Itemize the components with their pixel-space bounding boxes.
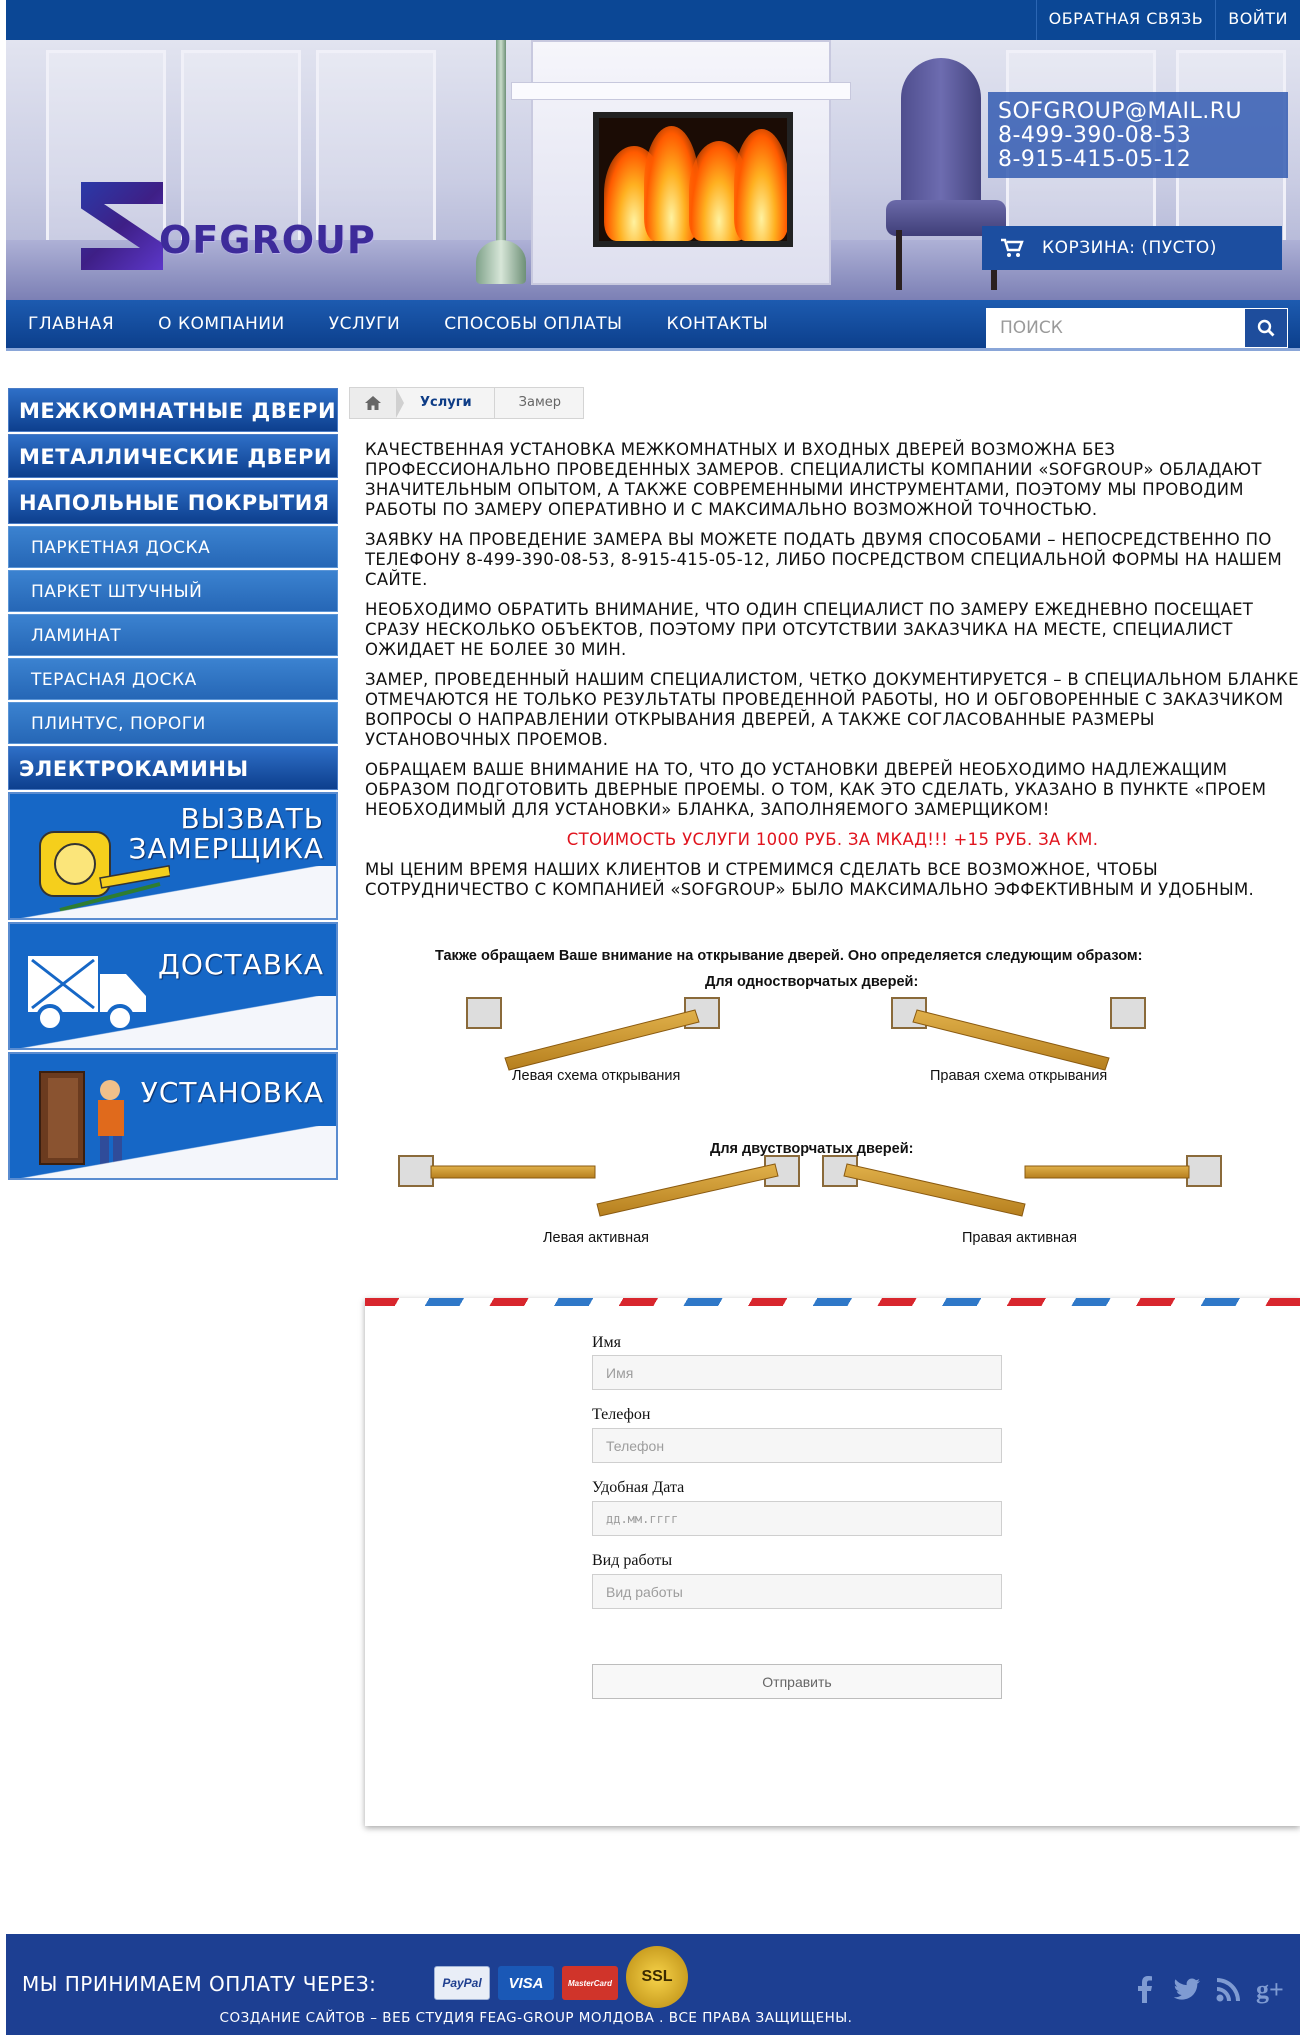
armchair — [901, 58, 981, 208]
banner-installation[interactable] — [8, 1052, 338, 1180]
twitter-icon[interactable] — [1172, 1974, 1202, 2004]
nav-about[interactable]: О КОМПАНИИ — [158, 314, 285, 334]
double-right-label: Правая активная — [962, 1230, 1077, 1246]
sidebar-category-electric-fireplaces[interactable]: ЭЛЕКТРОКАМИНЫ — [8, 746, 338, 790]
date-input[interactable] — [592, 1501, 1002, 1536]
banner-title-installation: УСТАНОВКА — [140, 1076, 324, 1109]
sidebar — [8, 388, 338, 1182]
lamp-base — [476, 240, 526, 284]
banner-delivery[interactable] — [8, 922, 338, 1050]
main-navbar — [6, 300, 1300, 351]
breadcrumb-home[interactable] — [350, 388, 396, 418]
diagram-single-title: Для одностворчатых дверей: — [705, 974, 919, 990]
svg-text:g+: g+ — [1256, 1975, 1284, 2004]
sidebar-item-parquet-board[interactable]: ПАРКЕТНАЯ ДОСКА — [8, 526, 338, 568]
search-input[interactable] — [986, 308, 1244, 348]
banner-title-line1: ВЫЗВАТЬ — [180, 802, 324, 835]
rss-icon[interactable] — [1214, 1974, 1244, 2004]
contact-phone-1[interactable]: 8-499-390-08-53 — [998, 123, 1192, 148]
single-left-label: Левая схема открывания — [512, 1068, 681, 1084]
contact-email[interactable]: SOFGROUP@MAIL.RU — [998, 99, 1243, 124]
content-paragraph: ОБРАЩАЕМ ВАШЕ ВНИМАНИЕ НА ТО, ЧТО ДО УСТАНОВКИ ДВЕРЕЙ НЕОБХОДИМО НАДЛЕЖАЩИМ ОБРАЗОМ ПОДГОТОВИТЬ ДВЕРНЫЕ ПРОЕМЫ. О ТОМ, КАК ЭТО СДЕЛАТЬ, УКАЗАНО В ПУНКТЕ «ПРОЕМ НЕОБХОДИМЫЙ ДЛЯ УСТАНОВКИ» БЛАНКА, ЗАПОЛНЯЕМОГО ЗАМЕРЩИКОМ! — [365, 760, 1267, 819]
footer — [6, 1934, 1300, 2035]
sidebar-item-laminate[interactable]: ЛАМИНАТ — [8, 614, 338, 656]
banner-call-measurer[interactable] — [8, 792, 338, 920]
breadcrumb-services[interactable]: Услуги — [420, 395, 472, 410]
diagram-heading: Также обращаем Ваше внимание на открывание дверей. Оно определяется следующим образом: — [435, 948, 1143, 964]
sidebar-item-plinth[interactable]: ПЛИНТУС, ПОРОГИ — [8, 702, 338, 744]
fireplace-mantel — [511, 82, 851, 100]
feedback-link[interactable]: ОБРАТНАЯ СВЯЗЬ — [1036, 0, 1216, 40]
work-type-input[interactable] — [592, 1574, 1002, 1609]
breadcrumb — [349, 387, 584, 419]
content-paragraph: КАЧЕСТВЕННАЯ УСТАНОВКА МЕЖКОМНАТНЫХ И ВХОДНЫХ ДВЕРЕЙ ВОЗМОЖНА БЕЗ ПРОФЕССИОНАЛЬНО ПРОВЕДЕННЫХ ЗАМЕРОВ. СПЕЦИАЛИСТЫ КОМПАНИИ «SOFGROUP» ОБЛАДАЮТ ЗНАЧИТЕЛЬНЫМ ОПЫТОМ, А ТАКЖЕ СОВРЕМЕННЫМИ ИНСТРУМЕНТАМИ, ПОЭТОМУ МЫ ПРОВОДИМ РАБОТЫ ПО ЗАМЕРУ ОПЕРАТИВНО И С МАКСИМАЛЬНО ВОЗМОЖНОЙ ТОЧНОСТЬЮ. — [365, 440, 1262, 519]
banner-title-delivery: ДОСТАВКА — [158, 948, 324, 981]
top-links — [1036, 0, 1300, 40]
submit-button[interactable]: Отправить — [592, 1664, 1002, 1699]
nav-services[interactable]: УСЛУГИ — [328, 314, 401, 334]
work-type-label: Вид работы — [592, 1552, 673, 1569]
content-paragraph: НЕОБХОДИМО ОБРАТИТЬ ВНИМАНИЕ, ЧТО ОДИН СПЕЦИАЛИСТ ПО ЗАМЕРУ ЕЖЕДНЕВНО ПОСЕЩАЕТ СРАЗУ НЕСКОЛЬКО ОБЪЕКТОВ, ПОЭТОМУ ПРИ ОТСУТСТВИИ ЗАКАЗЧИКА НА МЕСТЕ, СПЕЦИАЛИСТ ОЖИДАЕТ НЕ БОЛЕЕ 30 МИН. — [365, 600, 1254, 659]
sidebar-item-terrace-board[interactable]: ТЕРАСНАЯ ДОСКА — [8, 658, 338, 700]
door-opening-diagram — [365, 948, 1290, 1248]
home-icon — [364, 395, 382, 411]
name-input[interactable] — [592, 1355, 1002, 1390]
nav-contacts[interactable]: КОНТАКТЫ — [666, 314, 769, 334]
visa-logo: VISA — [498, 1966, 554, 2000]
content-paragraph: МЫ ЦЕНИМ ВРЕМЯ НАШИХ КЛИЕНТОВ И СТРЕМИМСЯ СДЕЛАТЬ ВСЕ ВОЗМОЖНОЕ, ЧТОБЫ СОТРУДНИЧЕСТВО С КОМПАНИЕЙ «SOFGROUP» БЫЛО МАКСИМАЛЬНО ЭФФЕКТИВНЫМ И УДОБНЫМ. — [365, 860, 1255, 899]
contact-phone-2[interactable]: 8-915-415-05-12 — [998, 147, 1192, 172]
contacts-box — [988, 92, 1288, 178]
date-label: Удобная Дата — [592, 1479, 685, 1496]
login-link[interactable]: ВОЙТИ — [1215, 0, 1300, 40]
logo-text: OFGROUP — [159, 218, 376, 262]
price-notice: СТОИМОСТЬ УСЛУГИ 1000 РУБ. ЗА МКАД!!! +15 РУБ. ЗА КМ. — [566, 830, 1099, 849]
facebook-icon[interactable] — [1130, 1974, 1160, 2004]
phone-label: Телефон — [592, 1406, 651, 1423]
airmail-stripe — [365, 1298, 1300, 1306]
sidebar-item-piece-parquet[interactable]: ПАРКЕТ ШТУЧНЫЙ — [8, 570, 338, 612]
search-icon — [1257, 319, 1275, 337]
search-button[interactable] — [1244, 308, 1288, 348]
page-content — [365, 440, 1300, 910]
logo-s-mark — [81, 182, 163, 270]
phone-input[interactable] — [592, 1428, 1002, 1463]
nav-payment[interactable]: СПОСОБЫ ОПЛАТЫ — [444, 314, 623, 334]
double-left-label: Левая активная — [543, 1230, 650, 1246]
sidebar-category-interior-doors[interactable]: МЕЖКОМНАТНЫЕ ДВЕРИ — [8, 388, 338, 432]
paypal-logo: PayPal — [434, 1966, 490, 2000]
sidebar-category-flooring[interactable]: НАПОЛЬНЫЕ ПОКРЫТИЯ — [8, 480, 338, 524]
main-nav — [6, 300, 790, 348]
sidebar-category-metal-doors[interactable]: МЕТАЛЛИЧЕСКИЕ ДВЕРИ — [8, 434, 338, 478]
payment-label: МЫ ПРИНИМАЕМ ОПЛАТУ ЧЕРЕЗ: — [22, 1972, 377, 1996]
diagram-double-title: Для двустворчатых дверей: — [710, 1141, 914, 1157]
cart-label: КОРЗИНА: (ПУСТО) — [1042, 238, 1217, 258]
copyright: СОЗДАНИЕ САЙТОВ – ВЕБ СТУДИЯ FEAG-GROUP МОЛДОВА . ВСЕ ПРАВА ЗАЩИЩЕНЫ. — [219, 2010, 853, 2026]
content-paragraph: ЗАМЕР, ПРОВЕДЕННЫЙ НАШИМ СПЕЦИАЛИСТОМ, ЧЕТКО ДОКУМЕНТИРУЕТСЯ – В СПЕЦИАЛЬНОМ БЛАНКЕ ОТМЕЧАЮТСЯ НЕ ТОЛЬКО РЕЗУЛЬТАТЫ ПРОВЕДЕННОЙ РАБОТЫ, НО И ОБГОВОРЕННЫЕ С ЗАКАЗЧИКОМ ВОПРОСЫ О НАПРАВЛЕНИИ ОТКРЫВАНИЯ ДВЕРЕЙ, А ТАКЖЕ СОГЛАСОВАННЫЕ РАЗМЕРЫ УСТАНОВОЧНЫХ ПРОЕМОВ. — [365, 670, 1299, 749]
breadcrumb-current: Замер — [494, 388, 583, 418]
cart-icon — [1000, 238, 1024, 258]
fireplace-fire — [593, 112, 793, 247]
google-plus-icon[interactable] — [1256, 1974, 1286, 2004]
banner-title-line2: ЗАМЕРЩИКА — [128, 832, 324, 865]
search-box — [986, 308, 1288, 348]
name-label: Имя — [592, 1334, 622, 1351]
top-bar — [6, 0, 1300, 40]
nav-home[interactable]: ГЛАВНАЯ — [28, 314, 115, 334]
lamp-pole — [496, 40, 506, 260]
content-paragraph: ЗАЯВКУ НА ПРОВЕДЕНИЕ ЗАМЕРА ВЫ МОЖЕТЕ ПОДАТЬ ДВУМЯ СПОСОБАМИ – НЕПОСРЕДСТВЕННО ПО ТЕЛЕФОНУ 8-499-390-08-53, 8-915-415-05-12, ЛИБО ПОСРЕДСТВОМ СПЕЦИАЛЬНОЙ ФОРМЫ НА НАШЕМ САЙТЕ. — [365, 530, 1283, 589]
mastercard-logo: MasterCard — [562, 1966, 618, 2000]
measurement-request-form — [365, 1298, 1300, 1826]
cart-button[interactable] — [982, 226, 1282, 270]
single-right-label: Правая схема открывания — [930, 1068, 1108, 1084]
door-schemes-image — [365, 988, 1290, 1248]
site-logo[interactable] — [81, 182, 391, 282]
ssl-badge: SSL — [626, 1946, 688, 2008]
